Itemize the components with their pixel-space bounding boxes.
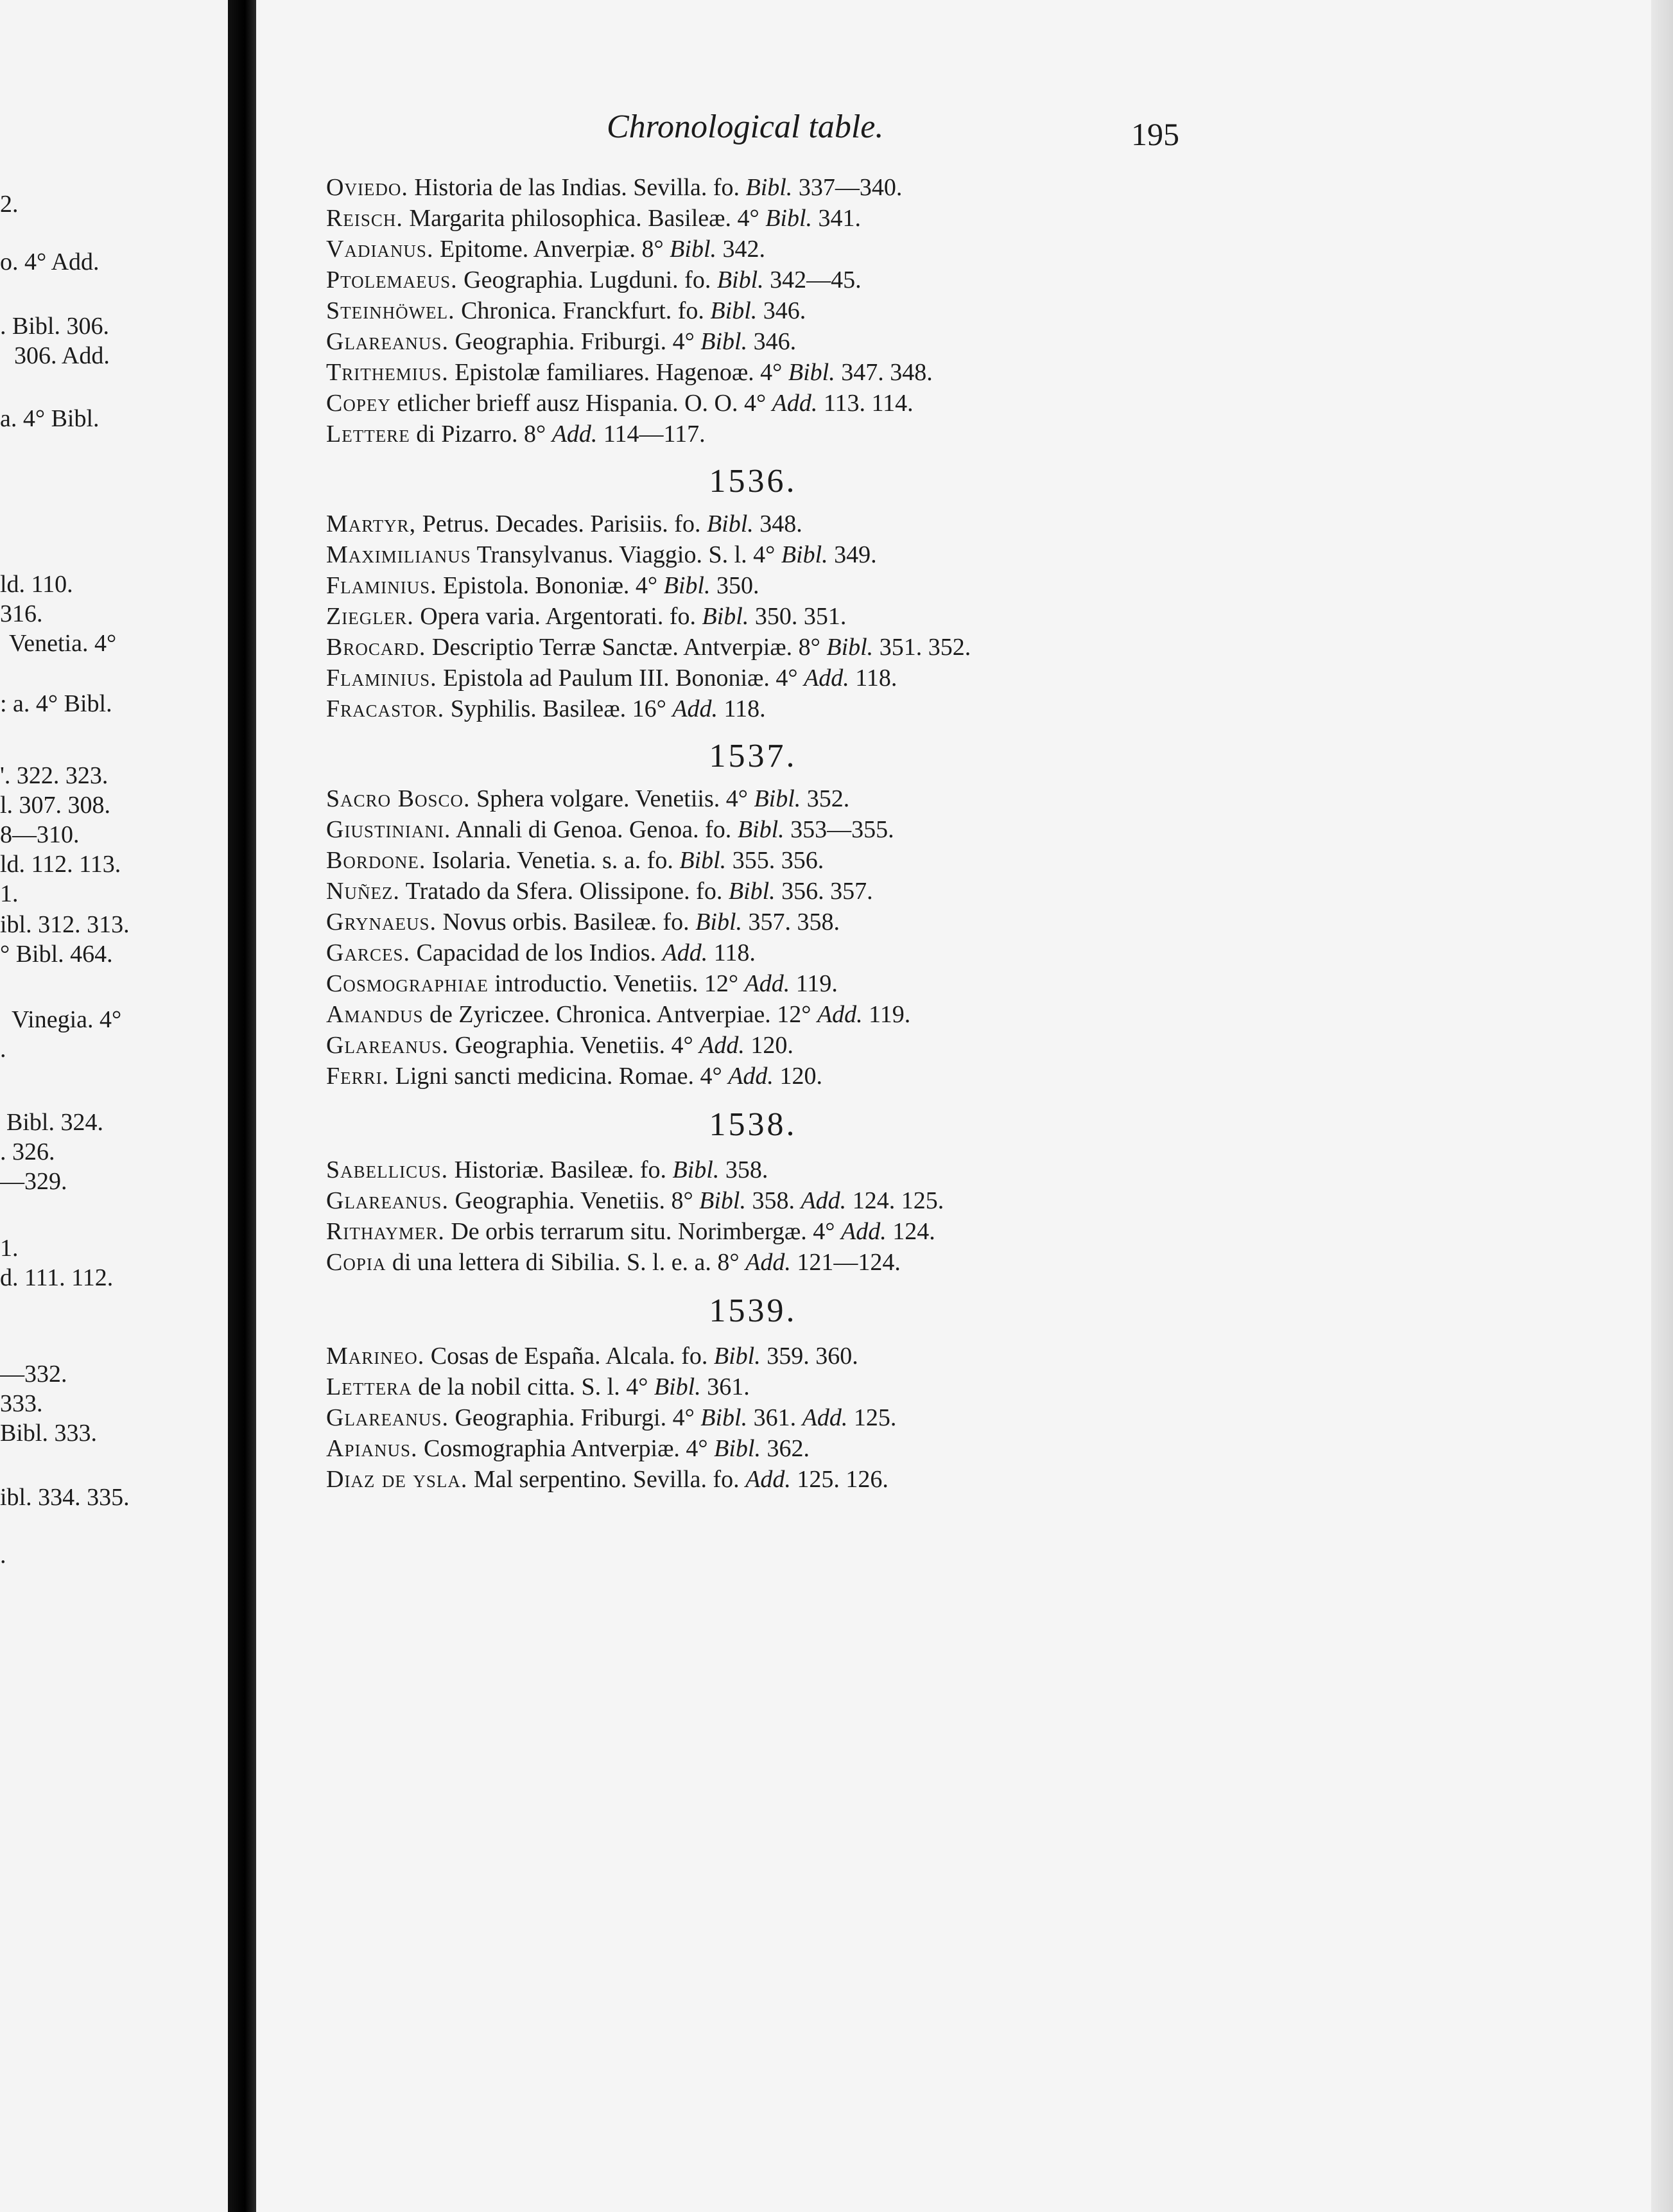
entry-ref: 350. <box>710 572 759 599</box>
entry-author: Flaminius. <box>326 572 437 599</box>
entry-text: Novus orbis. Basileæ. fo. <box>436 909 696 936</box>
entry-ref-type: Add. <box>802 1404 848 1431</box>
entry-ref-type: Bibl. <box>700 328 748 355</box>
entry-text: Geographia. Friburgi. 4° <box>448 1404 701 1431</box>
entry-ref: 120. <box>773 1063 822 1090</box>
entry-author: Ziegler. <box>326 603 414 630</box>
entry-author: Vadianus. <box>326 236 434 263</box>
entry-ref-type: Bibl. <box>713 1343 761 1370</box>
entry-ref-type: Bibl. <box>654 1373 701 1400</box>
entry-text: Epistola ad Paulum III. Bononiæ. 4° <box>437 665 804 692</box>
entry-author: Rithaymer. <box>326 1218 445 1245</box>
margin-fragment: Bibl. 324. <box>6 1109 103 1136</box>
entry-ref: 121—124. <box>790 1249 901 1276</box>
entry-text: Cosas de España. Alcala. fo. <box>424 1343 714 1370</box>
entry-ref: 347. 348. <box>835 359 933 386</box>
chronological-entries <box>326 172 1225 1495</box>
entry-ref: 356. 357. <box>775 878 873 905</box>
entry-ref-type: Add. <box>672 695 718 722</box>
entry-ref-type: Add. <box>744 970 790 997</box>
entry-line <box>326 783 1225 814</box>
margin-fragment: 316. <box>0 600 43 627</box>
entry-line <box>326 601 1225 632</box>
entry-line <box>326 1402 1225 1433</box>
entry-author: Amandus <box>326 1001 424 1028</box>
entry-ref: 353—355. <box>784 816 894 843</box>
entry-text: Isolaria. Venetia. s. a. fo. <box>426 847 680 874</box>
entry-text: Transylvanus. Viaggio. S. l. 4° <box>471 541 781 568</box>
entry-author: Trithemius. <box>326 359 449 386</box>
entry-text: Epistola. Bononiæ. 4° <box>437 572 664 599</box>
year-heading: 1538. <box>709 1106 797 1143</box>
entry-line <box>326 1216 1225 1247</box>
entry-line <box>326 1372 1225 1402</box>
margin-fragment: . Bibl. 306. <box>0 313 109 340</box>
entry-ref: 350. 351. <box>749 603 847 630</box>
entry-author: Ferri. <box>326 1063 390 1090</box>
entry-author: Oviedo. <box>326 174 408 201</box>
margin-fragment: '. 322. 323. <box>0 762 108 789</box>
entry-ref-type: Bibl. <box>699 1187 746 1214</box>
entry-line <box>326 1185 1225 1216</box>
entry-text: Annali di Genoa. Genoa. fo. <box>451 816 738 843</box>
entry-ref: 355. 356. <box>726 847 824 874</box>
entry-ref-type: Add. <box>728 1063 774 1090</box>
margin-fragment: Vinegia. 4° <box>12 1006 122 1033</box>
entry-ref-type: Add. <box>840 1218 887 1245</box>
entry-author: Glareanus. <box>326 328 449 355</box>
entry-ref: 342. <box>716 236 765 263</box>
entry-ref-type: Bibl. <box>714 1435 761 1462</box>
entry-line <box>326 907 1225 937</box>
entry-line <box>326 203 1225 234</box>
entry-text: de la nobil citta. S. l. 4° <box>412 1373 654 1400</box>
entry-ref-type: Bibl. <box>716 266 764 293</box>
entry-line <box>326 1030 1225 1061</box>
entry-ref-type: Bibl. <box>679 847 727 874</box>
entry-line <box>326 1154 1225 1185</box>
year-heading: 1539. <box>709 1293 797 1329</box>
entry-author: Cosmographiae <box>326 970 489 997</box>
margin-fragment: : a. 4° Bibl. <box>0 690 112 717</box>
entry-line <box>326 265 1225 295</box>
entry-author: Sacro Bosco. <box>326 785 471 812</box>
entry-author: Copey <box>326 390 391 417</box>
entry-ref-type: Bibl. <box>710 297 758 324</box>
entry-text: Geographia. Lugduni. fo. <box>457 266 717 293</box>
entry-ref-type: Bibl. <box>745 174 793 201</box>
entry-line <box>326 357 1225 388</box>
year-heading: 1536. <box>709 463 797 500</box>
entry-ref: 351. 352. <box>873 634 971 661</box>
margin-fragment: ibl. 312. 313. <box>0 911 130 938</box>
entry-text: Geographia. Friburgi. 4° <box>448 328 701 355</box>
entry-line <box>326 845 1225 876</box>
entry-author: Copia <box>326 1249 386 1276</box>
facing-page-fragment <box>0 0 228 2212</box>
entry-author: Giustiniani. <box>326 816 451 843</box>
entry-ref-type: Add. <box>745 1249 791 1276</box>
entry-ref: 348. <box>753 510 802 537</box>
entry-ref: 124. 125. <box>846 1187 944 1214</box>
margin-fragment: . 326. <box>0 1138 55 1165</box>
entry-ref: 120. <box>744 1032 793 1059</box>
entry-ref-type: Bibl. <box>765 205 813 232</box>
entry-line <box>326 326 1225 357</box>
entry-text: Syphilis. Basileæ. 16° <box>444 695 673 722</box>
margin-fragment: ld. 112. 113. <box>0 851 121 878</box>
entry-ref: 119. <box>862 1001 911 1028</box>
entry-author: Ptolemaeus. <box>326 266 458 293</box>
entry-ref-type: Add. <box>551 421 598 448</box>
entry-author: Brocard. <box>326 634 426 661</box>
entry-author: Lettera <box>326 1373 412 1400</box>
margin-fragment: o. 4° Add. <box>0 248 100 275</box>
margin-fragment: 2. <box>0 191 19 218</box>
entry-text: Ligni sancti medicina. Romae. 4° <box>389 1063 729 1090</box>
entry-ref: 337—340. <box>792 174 903 201</box>
entry-ref: 114—117. <box>597 421 706 448</box>
entry-ref: 342—45. <box>763 266 862 293</box>
margin-fragment: . <box>0 1542 6 1569</box>
margin-fragment: Bibl. 333. <box>0 1420 97 1447</box>
entry-author: Apianus. <box>326 1435 418 1462</box>
entry-text: Mal serpentino. Sevilla. fo. <box>467 1466 746 1493</box>
entry-ref-type: Add. <box>699 1032 745 1059</box>
entry-ref: 357. 358. <box>742 909 840 936</box>
entry-text: Opera varia. Argentorati. fo. <box>413 603 702 630</box>
margin-fragment: . <box>0 1036 6 1063</box>
entry-line <box>326 234 1225 265</box>
entry-ref-type: Bibl. <box>702 603 749 630</box>
entry-ref-type: Bibl. <box>700 1404 748 1431</box>
entry-line <box>326 419 1225 449</box>
entry-ref-type: Bibl. <box>737 816 784 843</box>
entry-ref: 341. <box>812 205 862 232</box>
entry-text: introductio. Venetiis. 12° <box>488 970 745 997</box>
entry-author: Lettere <box>326 421 410 448</box>
entry-ref: 362. <box>760 1435 810 1462</box>
entry-text: di una lettera di Sibilia. S. l. e. a. 8° <box>386 1249 746 1276</box>
page-edge <box>1651 0 1673 2212</box>
entry-author: Reisch. <box>326 205 403 232</box>
entry-line <box>326 172 1225 203</box>
entry-author: Bordone. <box>326 847 426 874</box>
entry-ref: 119. <box>790 970 838 997</box>
entry-ref: 125. 126. <box>790 1466 889 1493</box>
book-gutter <box>228 0 256 2212</box>
entry-line <box>326 509 1225 539</box>
entry-text: Chronica. Franckfurt. fo. <box>455 297 711 324</box>
margin-fragment: ° Bibl. 464. <box>0 941 113 968</box>
entry-ref-type: Bibl. <box>754 785 801 812</box>
entry-author: Martyr, <box>326 510 417 537</box>
entry-ref-type: Bibl. <box>695 909 743 936</box>
entry-ref: 349. <box>828 541 877 568</box>
margin-fragment: 333. <box>0 1390 43 1417</box>
entry-line <box>326 539 1225 570</box>
entry-author: Steinhöwel. <box>326 297 455 324</box>
entry-ref-type: Add. <box>662 939 708 966</box>
entry-line <box>326 1247 1225 1278</box>
entry-ref-type: Bibl. <box>788 359 835 386</box>
entry-ref: 361. <box>747 1404 802 1431</box>
entry-text: Epitome. Anverpiæ. 8° <box>433 236 670 263</box>
entry-ref: 124. <box>886 1218 935 1245</box>
entry-line <box>326 388 1225 419</box>
entry-ref-type: Add. <box>745 1466 791 1493</box>
entry-ref-type: Bibl. <box>728 878 776 905</box>
entry-author: Glareanus. <box>326 1187 449 1214</box>
entry-ref-type: Add. <box>772 390 818 417</box>
margin-fragment: 306. Add. <box>14 342 110 369</box>
margin-fragment: ld. 110. <box>0 571 73 598</box>
entry-ref: 352. <box>801 785 850 812</box>
margin-fragment: 8—310. <box>0 821 80 848</box>
entry-ref: 118. <box>718 695 766 722</box>
entry-ref: 358. <box>745 1187 801 1214</box>
entry-line <box>326 814 1225 845</box>
margin-fragment: d. 111. 112. <box>0 1264 114 1291</box>
entry-ref: 359. 360. <box>760 1343 858 1370</box>
entry-author: Maximilianus <box>326 541 471 568</box>
margin-fragment: a. 4° Bibl. <box>0 405 100 432</box>
entry-line <box>326 570 1225 601</box>
entry-author: Nuñez. <box>326 878 400 905</box>
entry-text: Cosmographia Antverpiæ. 4° <box>417 1435 715 1462</box>
entry-text: De orbis terrarum situ. Norimbergæ. 4° <box>444 1218 841 1245</box>
entry-line <box>326 632 1225 663</box>
entry-line <box>326 999 1225 1030</box>
year-heading: 1537. <box>709 738 797 774</box>
entry-ref-type: Bibl. <box>670 236 716 263</box>
entry-text: etlicher brieff ausz Hispania. O. O. 4° <box>390 390 772 417</box>
entry-line <box>326 663 1225 693</box>
margin-fragment: ibl. 334. 335. <box>0 1484 130 1511</box>
entry-line <box>326 295 1225 326</box>
entry-text: Historiæ. Basileæ. fo. <box>448 1156 673 1183</box>
entry-ref-type: Add. <box>801 1187 847 1214</box>
entry-author: Glareanus. <box>326 1404 449 1431</box>
entry-text: di Pizarro. 8° <box>410 421 552 448</box>
margin-fragment: l. 307. 308. <box>0 792 111 819</box>
entry-text: Capacidad de los Indios. <box>410 939 663 966</box>
page-number: 195 <box>1131 116 1179 152</box>
entry-line <box>326 693 1225 724</box>
entry-ref-type: Bibl. <box>781 541 828 568</box>
entry-line <box>326 1341 1225 1372</box>
entry-ref-type: Add. <box>804 665 849 692</box>
entry-author: Diaz de ysla. <box>326 1466 468 1493</box>
entry-author: Grynaeus. <box>326 909 437 936</box>
entry-text: Geographia. Venetiis. 4° <box>448 1032 700 1059</box>
entry-author: Glareanus. <box>326 1032 449 1059</box>
entry-ref-type: Bibl. <box>706 510 754 537</box>
entry-text: Historia de las Indias. Sevilla. fo. <box>408 174 746 201</box>
entry-ref: 118. <box>849 665 897 692</box>
entry-text: Geographia. Venetiis. 8° <box>448 1187 700 1214</box>
entry-line <box>326 876 1225 907</box>
entry-ref: 125. <box>847 1404 897 1431</box>
margin-fragment: 1. <box>0 880 19 907</box>
entry-ref: 346. <box>757 297 806 324</box>
entry-ref: 113. 114. <box>817 390 914 417</box>
entry-author: Sabellicus. <box>326 1156 449 1183</box>
running-title: Chronological table. <box>607 109 884 145</box>
entry-author: Flaminius. <box>326 665 437 692</box>
margin-fragment: 1. <box>0 1235 19 1262</box>
entry-ref: 118. <box>707 939 756 966</box>
entry-ref: 358. <box>719 1156 768 1183</box>
entry-line <box>326 1061 1225 1092</box>
entry-line <box>326 937 1225 968</box>
entry-text: Petrus. Decades. Parisiis. fo. <box>416 510 707 537</box>
entry-author: Fracastor. <box>326 695 445 722</box>
entry-text: Sphera volgare. Venetiis. 4° <box>470 785 754 812</box>
entry-ref-type: Bibl. <box>672 1156 720 1183</box>
entry-ref: 346. <box>747 328 797 355</box>
entry-text: Epistolæ familiares. Hagenoæ. 4° <box>448 359 788 386</box>
entry-ref-type: Bibl. <box>826 634 874 661</box>
margin-fragment: —329. <box>0 1168 67 1195</box>
entry-text: Tratado da Sfera. Olissipone. fo. <box>399 878 729 905</box>
margin-fragment: Venetia. 4° <box>9 630 117 657</box>
entry-author: Marineo. <box>326 1343 425 1370</box>
entry-line <box>326 968 1225 999</box>
entry-ref-type: Add. <box>817 1001 863 1028</box>
entry-ref: 361. <box>700 1373 750 1400</box>
entry-line <box>326 1464 1225 1495</box>
entry-line <box>326 1433 1225 1464</box>
entry-ref-type: Bibl. <box>663 572 711 599</box>
margin-fragment: —332. <box>0 1361 67 1388</box>
entry-text: Margarita philosophica. Basileæ. 4° <box>403 205 766 232</box>
entry-author: Garces. <box>326 939 410 966</box>
entry-text: Descriptio Terræ Sanctæ. Antverpiæ. 8° <box>426 634 827 661</box>
entry-text: de Zyriczee. Chronica. Antverpiae. 12° <box>423 1001 817 1028</box>
